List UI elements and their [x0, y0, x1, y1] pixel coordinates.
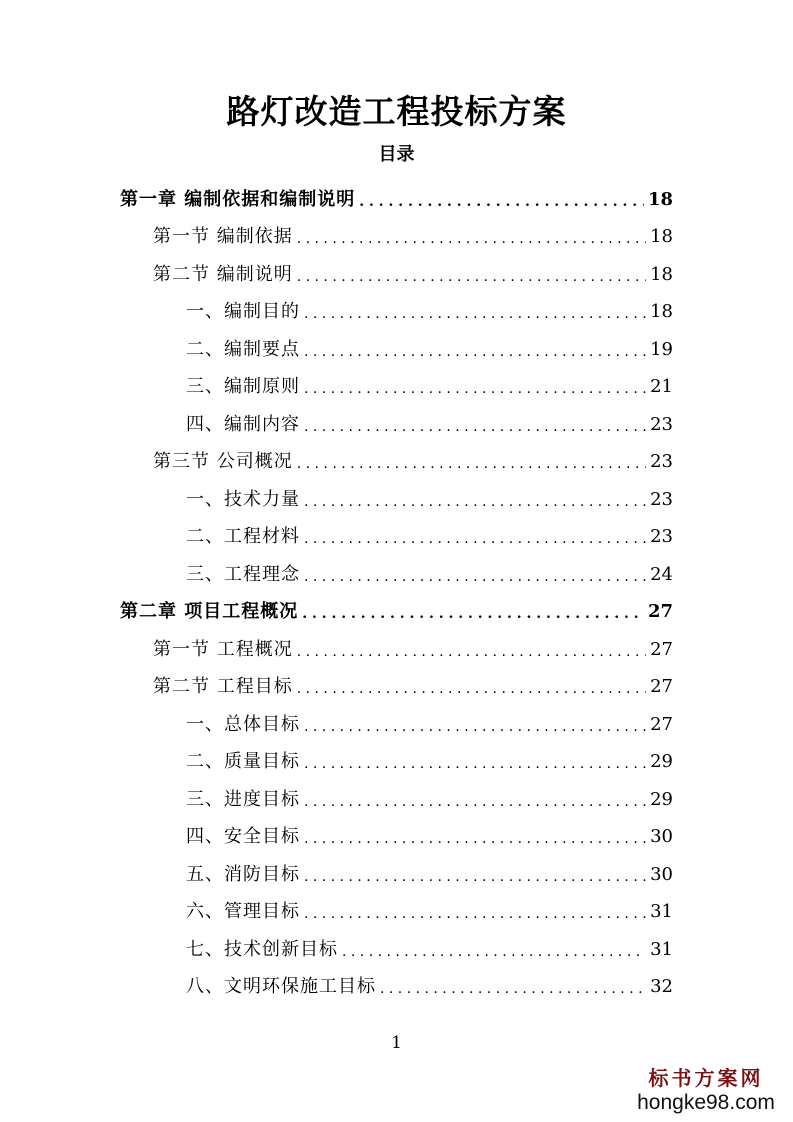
- toc-entry-label: 二、工程材料: [186, 526, 300, 547]
- toc-entry-label: 八、文明环保施工目标: [186, 976, 376, 997]
- toc-entry[interactable]: [186, 931, 673, 968]
- toc-entry[interactable]: [186, 706, 673, 743]
- toc-dot-leader: [297, 636, 646, 664]
- toc-entry-page: 18: [647, 188, 673, 210]
- toc-dot-leader: [297, 673, 646, 701]
- toc-entry-label: 五、消防目标: [186, 863, 300, 885]
- toc-dot-leader: [342, 936, 646, 964]
- toc-entry-page: 31: [650, 901, 673, 922]
- toc-entry[interactable]: [186, 894, 673, 931]
- toc-entry-page: 24: [650, 563, 673, 585]
- toc-entry[interactable]: [153, 669, 673, 706]
- toc-entry-page: 27: [647, 601, 673, 622]
- toc-dot-leader: [304, 786, 646, 814]
- toc-entry-page: 32: [650, 976, 673, 997]
- toc-entry[interactable]: [186, 406, 673, 443]
- toc-entry-page: 29: [650, 788, 673, 810]
- toc-entry[interactable]: [186, 481, 673, 518]
- page-number: 1: [391, 1033, 402, 1053]
- toc-entry-page: 18: [650, 263, 673, 285]
- watermark-name: 标书方案网: [648, 1066, 764, 1090]
- toc-entry-label: 四、安全目标: [186, 826, 300, 847]
- toc-dot-leader: [304, 373, 646, 401]
- toc-entry-page: 23: [650, 526, 673, 547]
- toc-dot-leader: [302, 598, 644, 626]
- toc-entry-label: 第一节 编制依据: [153, 226, 293, 247]
- toc-dot-leader: [304, 411, 646, 439]
- toc-entry-label: 四、编制内容: [186, 413, 300, 435]
- toc-entry[interactable]: [186, 331, 673, 368]
- toc-entry-label: 三、编制原则: [186, 376, 300, 397]
- toc-entry-label: 第二节 工程目标: [153, 676, 293, 697]
- toc-entry-label: 第一节 工程概况: [153, 638, 293, 660]
- toc-entry[interactable]: [186, 744, 673, 781]
- toc-entry-page: 18: [650, 226, 673, 247]
- toc-entry-label: 一、技术力量: [186, 488, 300, 510]
- toc-entry-label: 二、编制要点: [186, 338, 300, 360]
- toc-dot-leader: [380, 973, 646, 1001]
- toc-entry-page: 27: [650, 713, 673, 735]
- toc-entry-label: 一、总体目标: [186, 713, 300, 735]
- toc-entry[interactable]: [153, 256, 673, 293]
- toc-entry[interactable]: [186, 781, 673, 818]
- toc-entry-page: 18: [650, 301, 673, 322]
- toc-entry-label: 第三节 公司概况: [153, 451, 293, 472]
- toc-entry-page: 19: [650, 338, 673, 360]
- toc-entry[interactable]: [186, 369, 673, 406]
- toc-entry[interactable]: [186, 856, 673, 893]
- site-watermark: [631, 1068, 781, 1113]
- toc-entry-label: 七、技术创新目标: [186, 938, 338, 960]
- toc-entry-label: 第二节 编制说明: [153, 263, 293, 285]
- toc-entry-page: 21: [650, 376, 673, 397]
- toc-entry-label: 二、质量目标: [186, 751, 300, 772]
- toc-entry[interactable]: [186, 294, 673, 331]
- toc-entry-page: 29: [650, 751, 673, 772]
- toc-entry-page: 30: [650, 826, 673, 847]
- toc-entry-page: 27: [650, 676, 673, 697]
- toc-dot-leader: [304, 486, 646, 514]
- toc-entry[interactable]: [153, 631, 673, 668]
- toc-dot-leader: [304, 561, 646, 589]
- toc-entry-label: 一、编制目的: [186, 301, 300, 322]
- toc-entry[interactable]: [186, 556, 673, 593]
- watermark-site: hongke98.com: [637, 1091, 775, 1114]
- toc-entry[interactable]: [153, 219, 673, 256]
- toc-entry[interactable]: [186, 519, 673, 556]
- toc-dot-leader: [304, 898, 646, 926]
- toc-entry-page: 23: [650, 451, 673, 472]
- toc-entry-page: 23: [650, 488, 673, 510]
- toc-entry[interactable]: [186, 819, 673, 856]
- toc-entry-label: 三、工程理念: [186, 563, 300, 585]
- toc-heading: 目录: [378, 144, 415, 165]
- toc-entry-page: 30: [650, 863, 673, 885]
- toc-entry-page: 31: [650, 938, 673, 960]
- toc-dot-leader: [297, 223, 646, 251]
- toc-dot-leader: [297, 261, 646, 289]
- document-title: 路灯改造工程投标方案: [226, 92, 567, 131]
- toc-entry-page: 23: [650, 413, 673, 435]
- toc-entry[interactable]: [186, 969, 673, 1006]
- toc-entry[interactable]: [120, 594, 673, 631]
- toc-entry[interactable]: [153, 444, 673, 481]
- toc-entry-page: 27: [650, 638, 673, 660]
- toc-entry-label: 第二章 项目工程概况: [120, 601, 299, 622]
- toc-dot-leader: [297, 448, 646, 476]
- toc-dot-leader: [304, 298, 646, 326]
- toc-entry-label: 三、进度目标: [186, 788, 300, 810]
- toc-dot-leader: [304, 336, 646, 364]
- toc-dot-leader: [304, 748, 646, 776]
- toc-entry-label: 第一章 编制依据和编制说明: [120, 188, 356, 210]
- toc-dot-leader: [359, 186, 644, 214]
- toc-dot-leader: [304, 861, 646, 889]
- toc-dot-leader: [304, 823, 646, 851]
- toc-entry[interactable]: [120, 181, 673, 218]
- toc-dot-leader: [304, 523, 646, 551]
- toc-entry-label: 六、管理目标: [186, 901, 300, 922]
- toc-dot-leader: [304, 711, 646, 739]
